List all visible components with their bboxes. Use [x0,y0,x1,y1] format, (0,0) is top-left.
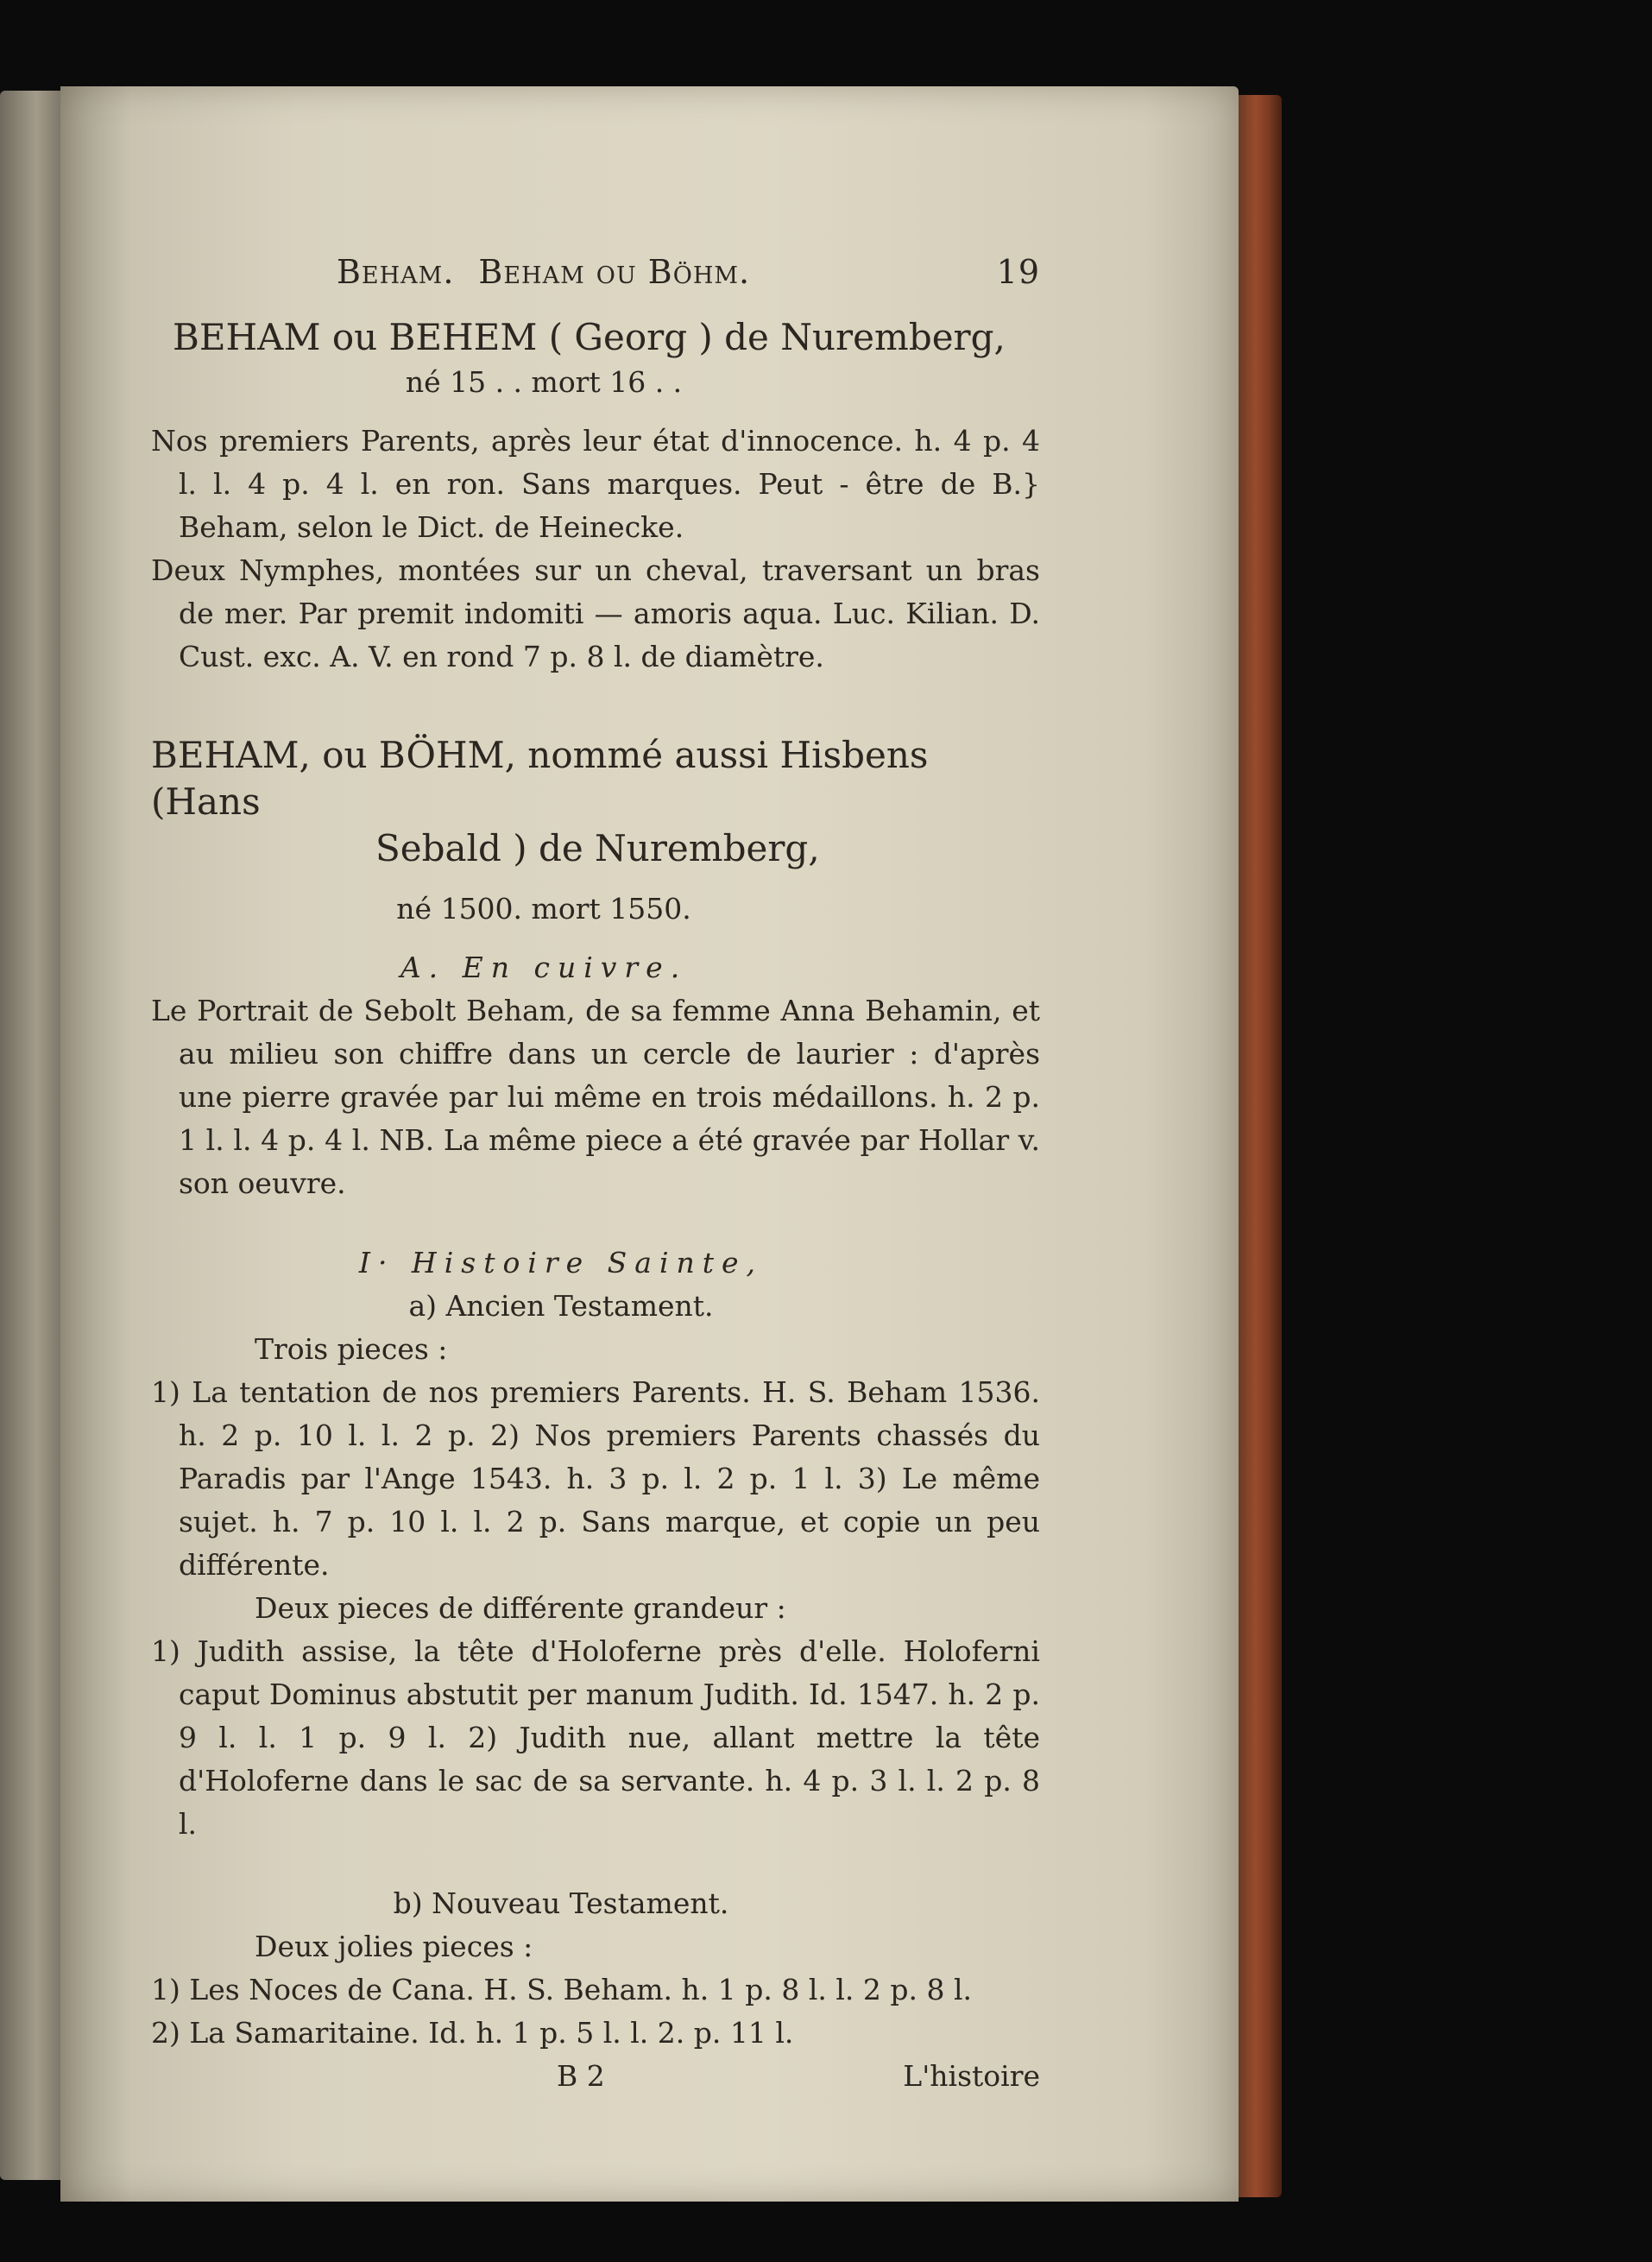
artist1-dates: né 15 . . mort 16 . . [405,365,683,399]
artist1-entry-1: Nos premiers Parents, après leur état d'innocence. h. 4 p. 4 l. l. 4 p. 4 l. en ron. Sans marques. Peut - être de B.} Beham, selon le Dict. de Heinecke. [151,424,1040,544]
trois-pieces: Trois pieces : [255,1332,448,1366]
section-a-title: A. En cuivre. [400,951,688,984]
page-footer [151,2055,1040,2098]
sub-b-title: b) Nouveau Testament. [393,1886,729,1920]
header-left: Beham. [337,253,455,291]
artist1-title: BEHAM ou BEHEM ( Georg ) de Nuremberg, [173,316,1006,358]
section-1-title: I· Histoire Sainte, [358,1246,764,1279]
deux-pieces: Deux pieces de différente grandeur : [255,1591,786,1625]
signature-mark: B 2 [557,2059,605,2093]
catchword: L'histoire [903,2059,1040,2093]
jolies-1: 1) Les Noces de Cana. H. S. Beham. h. 1 p. 8 l. l. 2 p. 8 l. [151,1973,973,2006]
artist2-title-1: BEHAM, ou BÖHM, nommé aussi Hisbens (Hans [151,734,929,823]
book-edge [1239,95,1282,2197]
jolies-2: 2) La Samaritaine. Id. h. 1 p. 5 l. l. 2. p. 11 l. [151,2016,794,2050]
sub-a-title: a) Ancien Testament. [408,1289,714,1323]
page-number: 19 [996,253,1040,291]
header-middle: Beham ou Böhm. [478,253,751,291]
portrait-entry: Le Portrait de Sebolt Beham, de sa femme Anna Behamin, et au milieu son chiffre dans un cercle de laurier : d'après une pierre gravée par lui même en trois médaillons. h. 2 p. 1 l. l. 4 p. 4 l. NB. La même piece a été gravée par Hollar v. son oeuvre. [151,994,1040,1200]
artist1-entry-2: Deux Nymphes, montées sur un cheval, traversant un bras de mer. Par premit indomiti — amoris aqua. Luc. Kilian. D. Cust. exc. A. V. en rond 7 p. 8 l. de diamètre. [151,553,1040,673]
deux-pieces-text: 1) Judith assise, la tête d'Holoferne près d'elle. Holoferni caput Dominus abstutit per manum Judith. Id. 1547. h. 2 p. 9 l. l. 1 p. 9 l. 2) Judith nue, allant mettre la tête d'Holoferne dans le sac de sa servante. h. 4 p. 3 l. l. 2 p. 8 l. [151,1634,1040,1841]
page-text [151,250,1040,2098]
artist2-title-2: Sebald ) de Nuremberg, [375,827,820,869]
running-header [337,250,1040,294]
previous-page-edge [0,91,60,2180]
artist2-dates: né 1500. mort 1550. [396,892,691,926]
jolies-pieces: Deux jolies pieces : [255,1930,533,1963]
trois-pieces-text: 1) La tentation de nos premiers Parents. H. S. Beham 1536. h. 2 p. 10 l. l. 2 p. 2) Nos premiers Parents chassés du Paradis par l'Ange 1543. h. 3 p. l. 2 p. 1 l. 3) Le même sujet. h. 7 p. 10 l. l. 2 p. Sans marque, et copie un peu différente. [151,1375,1040,1582]
